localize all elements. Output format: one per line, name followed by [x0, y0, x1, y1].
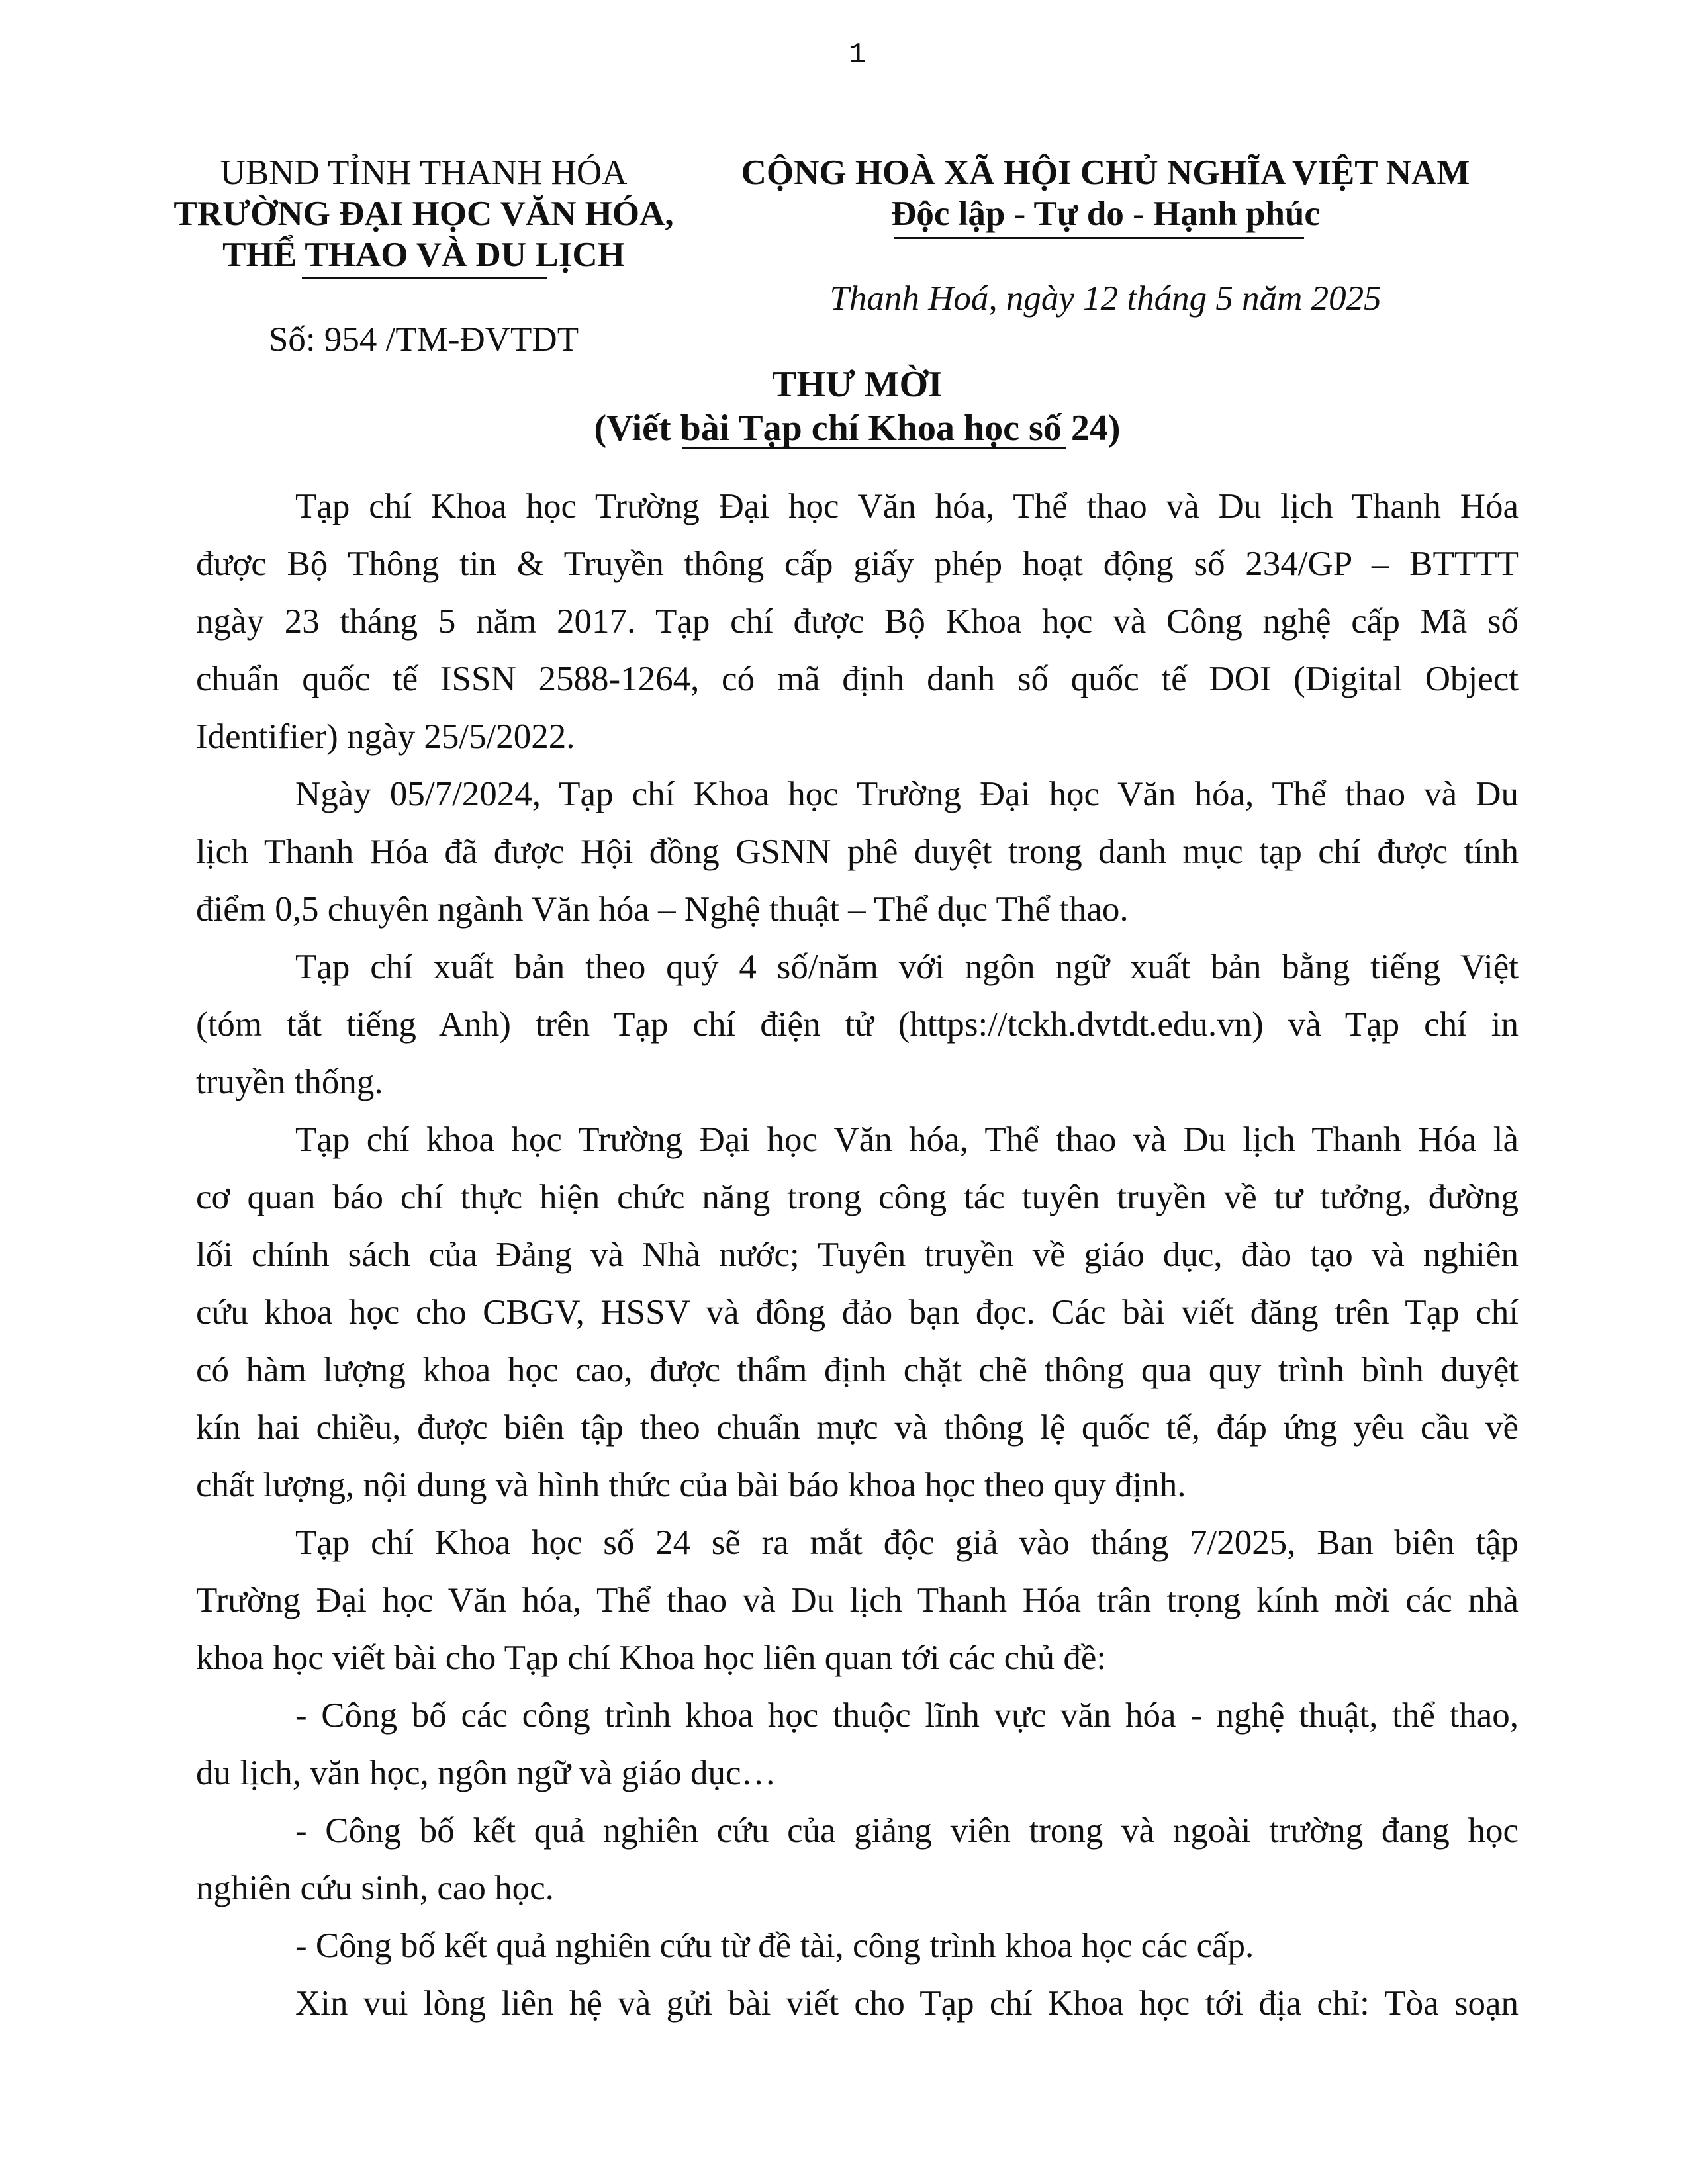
motto-underline — [894, 237, 1304, 239]
paragraph-invitation — [196, 1514, 1519, 1687]
document-subtitle: (Viết bài Tạp chí Khoa học số 24) — [594, 408, 1121, 449]
issue-date: Thanh Hoá, ngày 12 tháng 5 năm 2025 — [829, 279, 1382, 318]
organization-name-line2: THỂ THAO VÀ DU LỊCH — [222, 236, 625, 274]
body-line: được Bộ Thông tin & Truyền thông cấp giấy phép hoạt động số 234/GP – BTTTT — [196, 545, 1519, 583]
paragraph-license — [196, 478, 1519, 766]
document-title-block — [0, 363, 1688, 450]
paragraph-contact — [196, 1975, 1519, 2032]
subtitle-underline — [682, 447, 1066, 449]
national-motto-block — [715, 152, 1496, 234]
body-line: ngày 23 tháng 5 năm 2017. Tạp chí được Bộ Khoa học và Công nghệ cấp Mã số — [196, 602, 1519, 641]
body-line: Ngày 05/7/2024, Tạp chí Khoa học Trường Đại học Văn hóa, Thể thao và Du — [295, 775, 1519, 813]
authority-name: UBND TỈNH THANH HÓA — [220, 154, 628, 192]
body-line: khoa học viết bài cho Tạp chí Khoa học liên quan tới các chủ đề: — [196, 1639, 1107, 1677]
page-number: 1 — [848, 38, 867, 71]
body-line: Tạp chí Khoa học Trường Đại học Văn hóa, Thể thao và Du lịch Thanh Hóa — [295, 487, 1519, 525]
topic-item-3 — [196, 1917, 1519, 1975]
paragraph-approval — [196, 766, 1519, 938]
body-line: điểm 0,5 chuyên ngành Văn hóa – Nghệ thuật – Thể dục Thể thao. — [196, 890, 1129, 929]
organization-underline — [302, 277, 547, 279]
organization-name-line1: TRƯỜNG ĐẠI HỌC VĂN HÓA, — [173, 195, 674, 233]
national-motto: Độc lập - Tự do - Hạnh phúc — [891, 195, 1320, 233]
body-line: - Công bố kết quả nghiên cứu từ đề tài, công trình khoa học các cấp. — [295, 1927, 1254, 1965]
body-line: kín hai chiều, được biên tập theo chuẩn mực và thông lệ quốc tế, đáp ứng yêu cầu về — [196, 1408, 1519, 1447]
country-name: CỘNG HOÀ XÃ HỘI CHỦ NGHĨA VIỆT NAM — [741, 154, 1470, 192]
body-line: Xin vui lòng liên hệ và gửi bài viết cho Tạp chí Khoa học tới địa chỉ: Tòa soạn — [295, 1984, 1519, 2023]
paragraph-publication — [196, 938, 1519, 1111]
letter-body — [196, 478, 1519, 2032]
document-title: THƯ MỜI — [772, 364, 943, 405]
issuing-authority-block — [159, 152, 688, 275]
body-line: Identifier) ngày 25/5/2022. — [196, 717, 575, 756]
paragraph-mission — [196, 1111, 1519, 1514]
body-line: Tạp chí khoa học Trường Đại học Văn hóa, Thể thao và Du lịch Thanh Hóa là — [295, 1120, 1519, 1159]
body-line: lịch Thanh Hóa đã được Hội đồng GSNN phê duyệt trong danh mục tạp chí được tính — [196, 833, 1519, 871]
body-line: lối chính sách của Đảng và Nhà nước; Tuyên truyền về giáo dục, đào tạo và nghiên — [196, 1236, 1519, 1274]
body-line: cơ quan báo chí thực hiện chức năng trong công tác tuyên truyền về tư tưởng, đường — [196, 1178, 1519, 1216]
body-line: - Công bố kết quả nghiên cứu của giảng viên trong và ngoài trường đang học — [295, 1811, 1519, 1850]
topic-item-2 — [196, 1802, 1519, 1917]
body-line: cứu khoa học cho CBGV, HSSV và đông đảo bạn đọc. Các bài viết đăng trên Tạp chí — [196, 1293, 1519, 1332]
body-line: Trường Đại học Văn hóa, Thể thao và Du lịch Thanh Hóa trân trọng kính mời các nhà — [196, 1581, 1519, 1619]
document-number: Số: 954 /TM-ĐVTDT — [268, 320, 579, 359]
topic-item-1 — [196, 1687, 1519, 1802]
body-line: nghiên cứu sinh, cao học. — [196, 1869, 554, 1907]
body-line: - Công bố các công trình khoa học thuộc lĩnh vực văn hóa - nghệ thuật, thể thao, — [295, 1696, 1519, 1735]
body-line: du lịch, văn học, ngôn ngữ và giáo dục… — [196, 1754, 776, 1792]
body-line: Tạp chí xuất bản theo quý 4 số/năm với ngôn ngữ xuất bản bằng tiếng Việt — [295, 948, 1519, 986]
body-line: chất lượng, nội dung và hình thức của bài báo khoa học theo quy định. — [196, 1466, 1186, 1504]
body-line: (tóm tắt tiếng Anh) trên Tạp chí điện tử (https://tckh.dvtdt.edu.vn) và Tạp chí in — [196, 1005, 1519, 1044]
body-line: chuẩn quốc tế ISSN 2588-1264, có mã định danh số quốc tế DOI (Digital Object — [196, 660, 1519, 698]
body-line: truyền thống. — [196, 1063, 383, 1101]
body-line: có hàm lượng khoa học cao, được thẩm định chặt chẽ thông qua quy trình bình duyệt — [196, 1351, 1519, 1389]
body-line: Tạp chí Khoa học số 24 sẽ ra mắt độc giả vào tháng 7/2025, Ban biên tập — [295, 1524, 1519, 1562]
